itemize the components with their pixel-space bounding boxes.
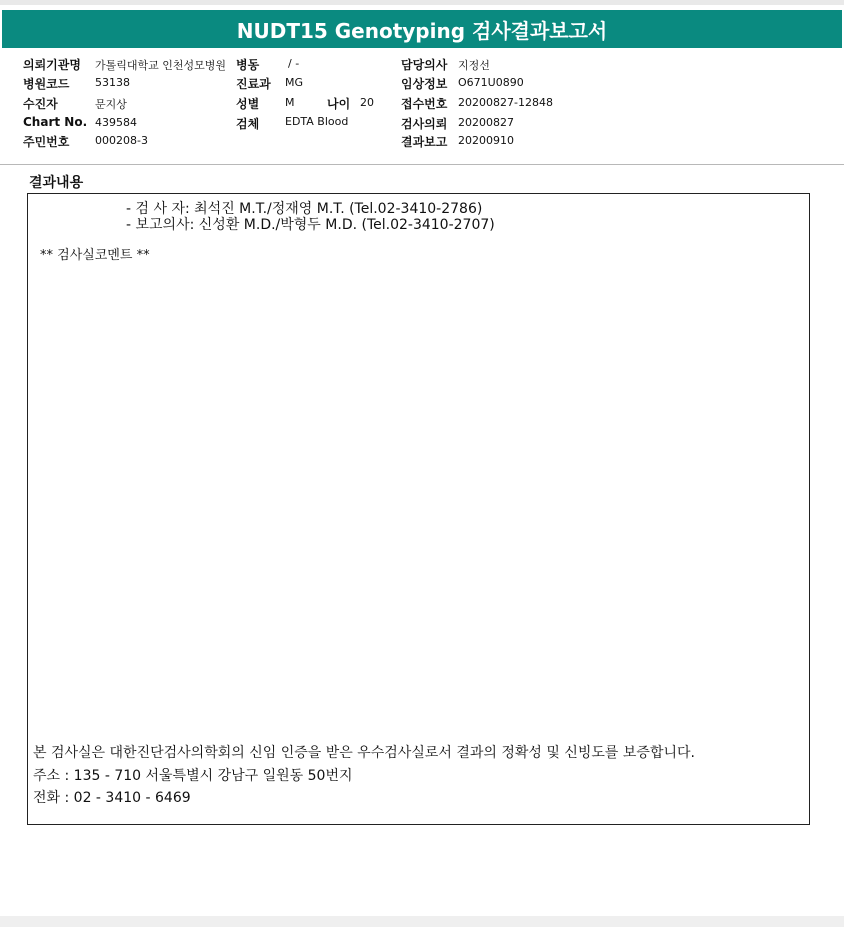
- institution-value: 가톨릭대학교 인천성모병원: [95, 59, 227, 72]
- chart-no-label: Chart No.: [23, 115, 88, 129]
- dept-value: MG: [285, 76, 304, 89]
- clinical-info-value: O671U0890: [458, 76, 524, 89]
- report-date-label: 결과보고: [401, 135, 448, 149]
- specimen-value: EDTA Blood: [285, 115, 349, 128]
- institution-label: 의뢰기관명: [23, 58, 81, 72]
- specimen-label: 검체: [236, 117, 260, 131]
- results-section-title: 결과내용: [29, 175, 84, 191]
- request-date-label: 검사의뢰: [401, 117, 448, 131]
- address-line: 주소 : 135 - 710 서울특별시 강남구 일원동 50번지: [33, 768, 353, 784]
- top-border: [0, 0, 844, 5]
- phone-line: 전화 : 02 - 3410 - 6469: [33, 790, 191, 806]
- age-label: 나이: [327, 97, 351, 111]
- reporter-line: - 보고의사: 신성환 M.D./박형두 M.D. (Tel.02-3410-2707): [126, 217, 495, 233]
- lab-comment-heading: ** 검사실코멘트 **: [40, 248, 150, 263]
- hospital-code-label: 병원코드: [23, 77, 70, 91]
- request-date-value: 20200827: [458, 116, 514, 129]
- patient-label: 수진자: [23, 97, 58, 111]
- report-title: NUDT15 Genotyping 검사결과보고서: [236, 18, 608, 43]
- bottom-strip: [0, 916, 844, 927]
- patient-info-section: [0, 52, 844, 164]
- sex-label: 성별: [236, 97, 260, 111]
- ward-value: / -: [288, 57, 300, 70]
- dept-label: 진료과: [236, 77, 271, 91]
- results-box: [27, 193, 810, 825]
- report-title-bar: [2, 10, 842, 48]
- resident-id-label: 주민번호: [23, 135, 70, 149]
- sex-value: M: [285, 96, 295, 109]
- report-date-value: 20200910: [458, 134, 514, 147]
- age-value: 20: [360, 96, 374, 109]
- resident-id-value: 000208-3: [95, 134, 148, 147]
- certification-statement: 본 검사실은 대한진단검사의학회의 신임 인증을 받은 우수검사실로서 결과의 정확성 및 신빙도를 보증합니다.: [33, 745, 695, 761]
- hospital-code-value: 53138: [95, 76, 130, 89]
- receipt-no-value: 20200827-12848: [458, 96, 553, 109]
- chart-no-value: 439584: [95, 116, 137, 129]
- clinical-info-label: 임상정보: [401, 77, 448, 91]
- section-divider: [0, 164, 844, 165]
- receipt-no-label: 접수번호: [401, 97, 448, 111]
- examiner-line: - 검 사 자: 최석진 M.T./정재영 M.T. (Tel.02-3410-2786): [126, 201, 483, 217]
- doctor-value: 지정선: [458, 59, 490, 72]
- patient-value: 문지상: [95, 98, 127, 111]
- ward-label: 병동: [236, 58, 260, 72]
- doctor-label: 담당의사: [401, 58, 448, 72]
